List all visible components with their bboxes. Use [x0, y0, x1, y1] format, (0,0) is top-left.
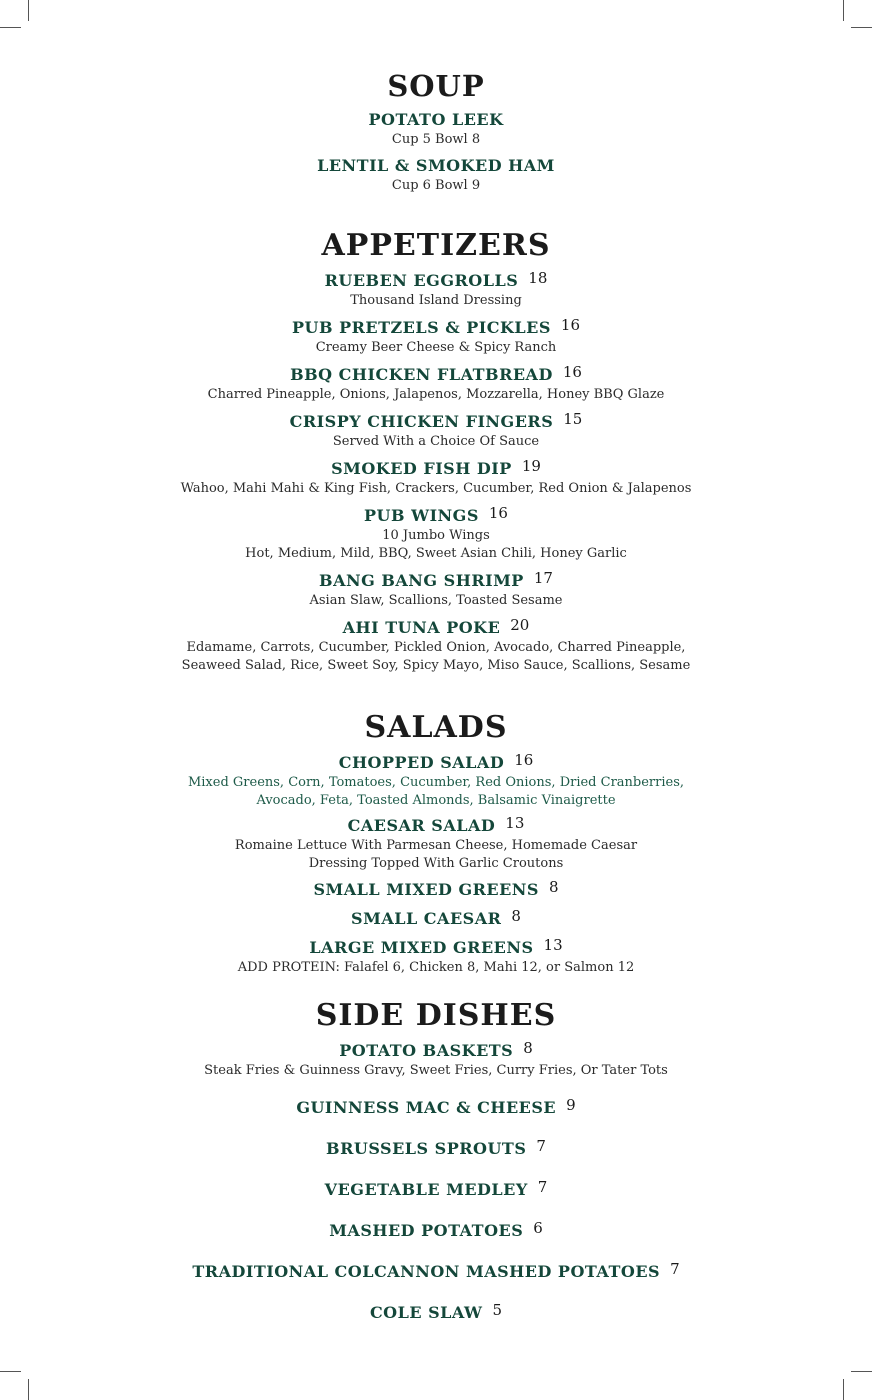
menu-item: [0, 267, 872, 292]
menu-item: [0, 1217, 872, 1242]
item-description: Cup 6 Bowl 9: [391, 178, 481, 193]
menu-item: [0, 408, 872, 433]
item-name: POTATO BASKETS: [339, 1041, 514, 1060]
menu-item: [0, 155, 872, 177]
item-price: 18: [528, 269, 548, 287]
menu-item: [0, 934, 872, 959]
item-price: 13: [505, 814, 525, 832]
menu-item: [0, 812, 872, 837]
item-name: POTATO LEEK: [368, 110, 504, 129]
item-description: Avocado, Feta, Toasted Almonds, Balsamic Vinaigrette: [256, 793, 616, 808]
crop-mark: [28, 0, 29, 21]
item-name: AHI TUNA POKE: [342, 618, 501, 637]
item-name: LENTIL & SMOKED HAM: [317, 156, 555, 175]
menu-item: [0, 1135, 872, 1160]
crop-mark: [851, 1371, 872, 1372]
item-price: 7: [537, 1178, 548, 1196]
crop-mark: [28, 1379, 29, 1400]
item-price: 13: [543, 936, 563, 954]
item-description: Wahoo, Mahi Mahi & King Fish, Crackers, Cucumber, Red Onion & Jalapenos: [180, 481, 692, 496]
menu-item: [0, 1258, 872, 1283]
section-title: SIDE DISHES: [315, 998, 557, 1033]
appetizers-section: [0, 228, 872, 675]
item-name: RUEBEN EGGROLLS: [324, 271, 519, 290]
item-name: SMALL CAESAR: [351, 909, 502, 928]
item-name: SMALL MIXED GREENS: [313, 880, 539, 899]
menu-item: [0, 502, 872, 527]
menu-item: [0, 1176, 872, 1201]
menu-item: [0, 905, 872, 930]
item-description: Seaweed Salad, Rice, Sweet Soy, Spicy Mayo, Miso Sauce, Scallions, Sesame: [181, 658, 691, 673]
item-price: 9: [566, 1096, 576, 1114]
menu-item: [0, 455, 872, 480]
item-price: 8: [548, 878, 559, 896]
section-title: SOUP: [387, 69, 485, 103]
item-name: BRUSSELS SPROUTS: [326, 1139, 527, 1158]
menu-item: [0, 876, 872, 901]
item-description: Dressing Topped With Garlic Croutons: [308, 856, 564, 871]
section-title: SALADS: [364, 710, 508, 745]
menu-item: [0, 1094, 872, 1119]
item-description: Served With a Choice Of Sauce: [332, 434, 540, 449]
item-name: CHOPPED SALAD: [338, 753, 505, 772]
menu-item: [0, 749, 872, 774]
item-description: Thousand Island Dressing: [350, 293, 522, 308]
item-description: Cup 5 Bowl 8: [391, 132, 481, 147]
item-description: Romaine Lettuce With Parmesan Cheese, Homemade Caesar: [234, 838, 638, 853]
soup-section: [0, 69, 872, 195]
item-description: 10 Jumbo Wings: [382, 528, 490, 543]
menu-item: [0, 1037, 872, 1062]
item-name: BANG BANG SHRIMP: [319, 571, 524, 590]
item-name: PUB WINGS: [364, 506, 479, 525]
item-description: Hot, Medium, Mild, BBQ, Sweet Asian Chili, Honey Garlic: [245, 546, 627, 561]
menu-item: [0, 614, 872, 639]
item-price: 17: [533, 569, 553, 587]
menu-page: [0, 69, 872, 1324]
menu-item: [0, 361, 872, 386]
item-name: COLE SLAW: [369, 1303, 483, 1322]
item-description: Asian Slaw, Scallions, Toasted Sesame: [309, 593, 563, 608]
item-name: CRISPY CHICKEN FINGERS: [289, 412, 554, 431]
item-price: 8: [511, 907, 521, 925]
item-name: BBQ CHICKEN FLATBREAD: [290, 365, 553, 384]
item-name: GUINNESS MAC & CHEESE: [296, 1098, 557, 1117]
crop-mark: [0, 27, 21, 28]
crop-mark: [843, 1379, 844, 1400]
menu-item: [0, 567, 872, 592]
menu-item: [0, 109, 872, 131]
item-name: PUB PRETZELS & PICKLES: [291, 318, 551, 337]
menu-item: [0, 314, 872, 339]
item-name: TRADITIONAL COLCANNON MASHED POTATOES: [192, 1262, 661, 1281]
item-price: 15: [563, 410, 583, 428]
item-description: Mixed Greens, Corn, Tomatoes, Cucumber, Red Onions, Dried Cranberries,: [187, 775, 685, 790]
item-price: 7: [670, 1260, 680, 1278]
item-price: 20: [510, 616, 530, 634]
item-price: 16: [488, 504, 508, 522]
item-price: 7: [536, 1137, 546, 1155]
item-price: 5: [492, 1301, 503, 1319]
item-price: 16: [562, 363, 582, 381]
item-name: CAESAR SALAD: [347, 816, 496, 835]
crop-mark: [843, 0, 844, 21]
item-description: Charred Pineapple, Onions, Jalapenos, Mozzarella, Honey BBQ Glaze: [207, 387, 665, 402]
add-protein-note: ADD PROTEIN: Falafel 6, Chicken 8, Mahi 12, or Salmon 12: [237, 960, 635, 975]
item-price: 16: [560, 316, 581, 334]
item-price: 16: [514, 751, 534, 769]
salads-section: [0, 710, 872, 977]
menu-item: [0, 1299, 872, 1324]
crop-mark: [0, 1371, 21, 1372]
section-title: APPETIZERS: [321, 228, 551, 263]
item-price: 6: [533, 1219, 543, 1237]
item-name: SMOKED FISH DIP: [331, 459, 512, 478]
item-price: 19: [521, 457, 541, 475]
item-name: MASHED POTATOES: [329, 1221, 524, 1240]
side-dishes-section: [0, 998, 872, 1324]
item-price: 8: [523, 1039, 533, 1057]
item-description: Steak Fries & Guinness Gravy, Sweet Fries, Curry Fries, Or Tater Tots: [204, 1063, 668, 1078]
item-name: LARGE MIXED GREENS: [309, 938, 534, 957]
item-description: Creamy Beer Cheese & Spicy Ranch: [315, 340, 557, 355]
item-name: VEGETABLE MEDLEY: [324, 1180, 528, 1199]
item-description: Edamame, Carrots, Cucumber, Pickled Onion, Avocado, Charred Pineapple,: [186, 640, 686, 655]
crop-mark: [851, 27, 872, 28]
